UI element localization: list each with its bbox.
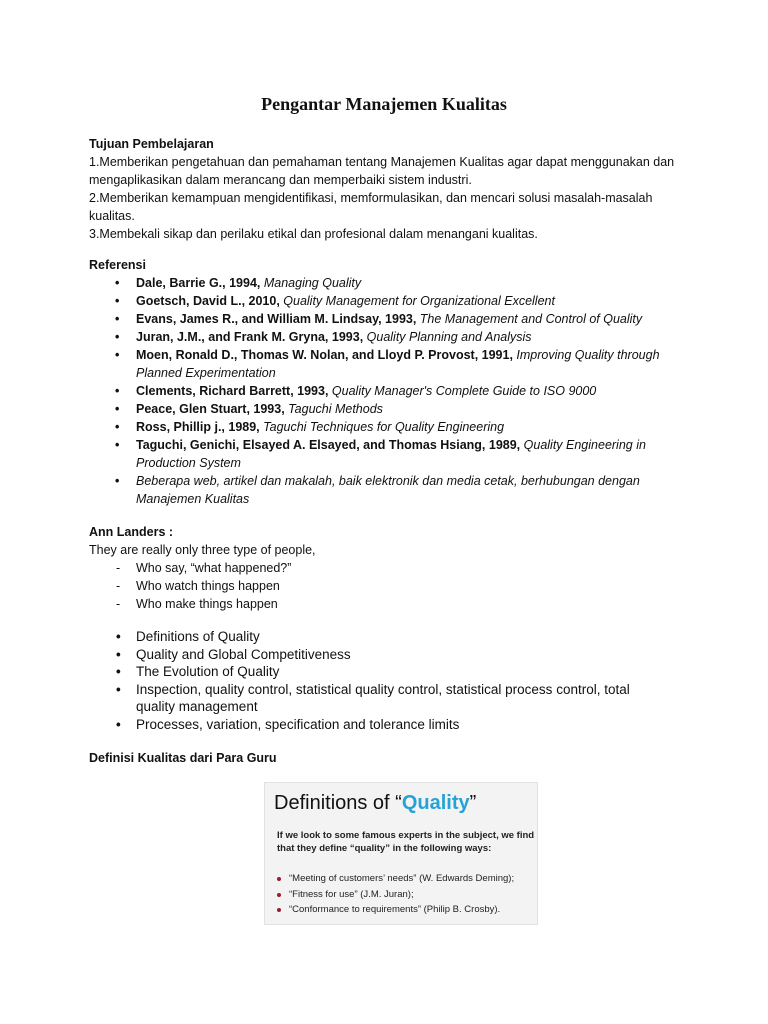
- definitions-figure: [264, 782, 538, 925]
- ann-section: [89, 523, 689, 613]
- bullet-icon: •: [115, 294, 120, 308]
- bullet-icon: •: [115, 402, 120, 416]
- bullet-icon: •: [115, 276, 120, 290]
- ref-title: Quality Planning and Analysis: [366, 330, 532, 344]
- bullet-icon: •: [116, 716, 121, 732]
- list-item: [89, 628, 689, 646]
- tujuan-item-3: 3.Membekali sikap dan perilaku etikal dan profesional dalam menangani kualitas.: [89, 227, 538, 241]
- definisi-heading: Definisi Kualitas dari Para Guru: [89, 751, 277, 765]
- ann-item: Who make things happen: [136, 597, 278, 611]
- ref-title: Quality Management for Organizational Excellent: [283, 294, 555, 308]
- ref-author: Moen, Ronald D., Thomas W. Nolan, and Lloyd P. Provost, 1991,: [136, 348, 517, 362]
- list-item: [89, 292, 689, 310]
- list-item: [89, 716, 689, 734]
- list-item: [89, 418, 689, 436]
- list-item: [89, 646, 689, 664]
- list-item: [89, 400, 689, 418]
- dash-icon: -: [116, 561, 121, 575]
- bullet-icon: [277, 877, 281, 881]
- bullet-icon: •: [116, 664, 121, 679]
- ref-author: Dale, Barrie G., 1994,: [136, 276, 264, 290]
- list-item: [89, 346, 689, 382]
- ref-title: Beberapa web, artikel dan makalah, baik elektronik dan media cetak, berhubungan dengan Manajemen Kualitas: [136, 474, 640, 506]
- list-item: [89, 681, 689, 716]
- ann-heading: Ann Landers :: [89, 525, 174, 539]
- bullet-icon: [277, 893, 281, 897]
- figure-title-prefix: Definitions of: [274, 792, 396, 814]
- list-item: [89, 472, 689, 508]
- topic-text: Definitions of Quality: [136, 629, 260, 644]
- dash-icon: -: [116, 597, 121, 611]
- tujuan-item-1: 1.Memberikan pengetahuan dan pemahaman tentang Manajemen Kualitas agar dapat menggunakan dan mengaplikasikan dalam merancang dan memperbaiki sistem industri.: [89, 155, 675, 187]
- bullet-icon: •: [115, 420, 120, 434]
- figure-open-quote: “: [395, 792, 402, 814]
- topics-list: [89, 628, 689, 733]
- bullet-icon: •: [115, 438, 120, 452]
- figure-item: “Fitness for use” (J.M. Juran);: [289, 888, 414, 900]
- list-item: [89, 559, 689, 577]
- ref-author: Ross, Phillip j., 1989,: [136, 420, 264, 434]
- bullet-icon: •: [115, 384, 120, 398]
- ref-title: Managing Quality: [263, 276, 362, 290]
- ref-title: The Management and Control of Quality: [419, 312, 643, 326]
- tujuan-section: [89, 135, 689, 243]
- referensi-section: [89, 256, 689, 508]
- referensi-list: [89, 274, 689, 508]
- bullet-icon: •: [116, 629, 121, 644]
- ref-title: Taguchi Techniques for Quality Engineering: [263, 420, 505, 434]
- ref-title: Taguchi Methods: [288, 402, 383, 416]
- ref-author: Goetsch, David L., 2010,: [136, 294, 284, 308]
- bullet-icon: •: [115, 474, 120, 488]
- topics-section: [89, 628, 689, 733]
- topic-text: Quality and Global Competitiveness: [136, 646, 351, 662]
- list-item: [89, 663, 689, 681]
- topic-text: The Evolution of Quality: [136, 664, 280, 679]
- ref-title: Improving Quality through Planned Experimentation: [136, 348, 660, 380]
- ann-item: Who say, “what happened?”: [136, 561, 292, 575]
- list-item: [89, 382, 689, 400]
- list-item: [89, 328, 689, 346]
- ann-intro: They are really only three type of people,: [89, 543, 316, 557]
- ref-author: Clements, Richard Barrett, 1993,: [136, 384, 332, 398]
- list-item: [89, 436, 689, 472]
- topic-text: Inspection, quality control, statistical quality control, statistical process control, total quality management: [136, 681, 630, 714]
- ann-item: Who watch things happen: [136, 579, 280, 593]
- ref-author: Evans, James R., and William M. Lindsay, 1993,: [136, 312, 420, 326]
- bullet-icon: •: [116, 681, 121, 697]
- list-item: [275, 887, 537, 903]
- figure-item: “Conformance to requirements” (Philip B. Crosby).: [289, 904, 501, 915]
- bullet-icon: •: [115, 330, 120, 344]
- ann-list: [89, 559, 689, 613]
- topic-text: Processes, variation, specification and tolerance limits: [136, 716, 460, 732]
- list-item: [275, 871, 537, 887]
- figure-item: “Meeting of customers’ needs” (W. Edwards Deming);: [289, 873, 515, 884]
- referensi-heading: Referensi: [89, 258, 146, 272]
- list-item: [275, 902, 537, 918]
- list-item: [89, 595, 689, 613]
- figure-list: [275, 871, 537, 918]
- ref-title: Quality Engineering in Production System: [136, 438, 646, 470]
- list-item: [89, 310, 689, 328]
- tujuan-item-2: 2.Memberikan kemampuan mengidentifikasi, memformulasikan, dan mencari solusi masalah-masalah kualitas.: [89, 191, 653, 223]
- ref-title: Quality Manager's Complete Guide to ISO 9000: [331, 384, 597, 398]
- bullet-icon: •: [116, 646, 121, 662]
- ref-author: Peace, Glen Stuart, 1993,: [136, 402, 289, 416]
- figure-title: [274, 792, 476, 815]
- ref-author: Taguchi, Genichi, Elsayed A. Elsayed, and Thomas Hsiang, 1989,: [136, 438, 524, 452]
- bullet-icon: •: [115, 348, 120, 362]
- dash-icon: -: [116, 579, 121, 593]
- list-item: [89, 274, 689, 292]
- figure-close-quote: ”: [469, 792, 477, 814]
- ref-author: Juran, J.M., and Frank M. Gryna, 1993,: [136, 330, 367, 344]
- page-title: Pengantar Manajemen Kualitas: [261, 94, 507, 114]
- figure-intro: If we look to some famous experts in the subject, we find that they define “quality” in the following ways:: [277, 830, 535, 854]
- list-item: [89, 577, 689, 595]
- figure-title-quality: Quality: [401, 792, 470, 814]
- tujuan-heading: Tujuan Pembelajaran: [89, 137, 214, 151]
- bullet-icon: •: [115, 312, 120, 326]
- bullet-icon: [277, 908, 281, 912]
